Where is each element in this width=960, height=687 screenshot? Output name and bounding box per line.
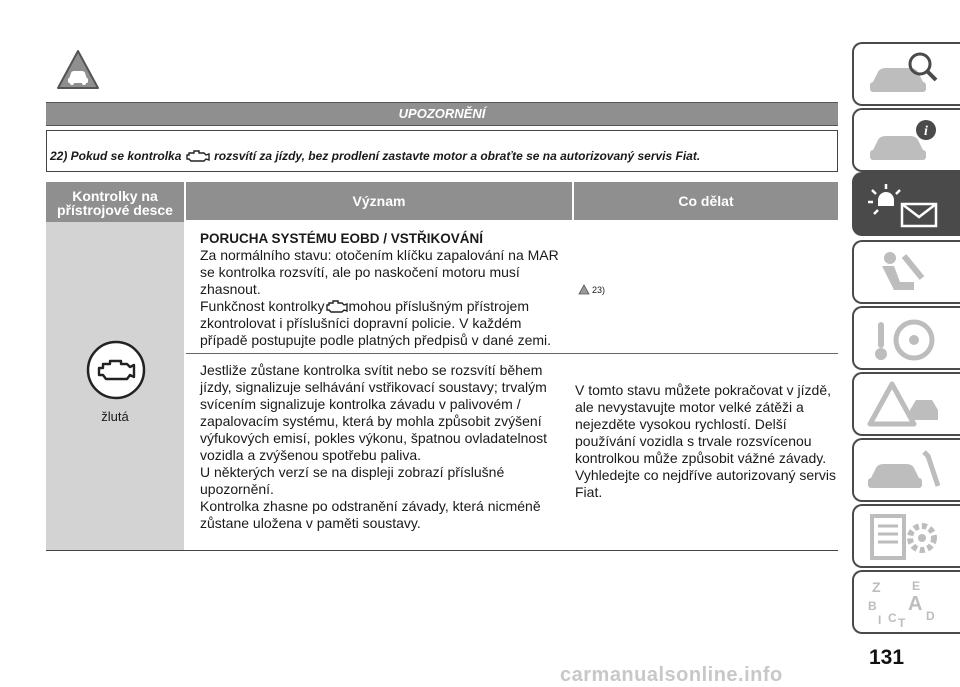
row1-meaning-line2-after: mohou příslušným přístrojem zkontrolovat i příslušníci dopravní policie. V každém případě postupujte podle platných předpisů v dané zemi.	[200, 298, 552, 348]
lamp-color-label: žlutá	[101, 409, 129, 424]
engine-check-lamp-icon	[86, 340, 146, 400]
tab-safety[interactable]	[852, 240, 960, 304]
steering-key-icon	[864, 314, 944, 364]
watermark: carmanualsonline.info	[560, 664, 783, 686]
warning-lights-icon	[864, 180, 944, 230]
row2-action-text: V tomto stavu můžete pokračovat v jízdě, ale nevystavujte motor velké zátěži a nejezděte vysokou rychlostí. Delší používání vozidla s trvale rozsvícenou kontrolkou může způsobit vážné závady. Vyhledejte co nejdříve autorizovaný servis Fiat.	[575, 382, 836, 500]
index-letter-d: D	[926, 609, 935, 623]
index-letter-e: E	[912, 579, 921, 593]
row1-meaning-line1: Za normálního stavu: otočením klíčku zapalování na MAR se kontrolka rozsvítí, ale po naskočení motoru musí zhasnout.	[200, 247, 559, 297]
tab-emergency[interactable]	[852, 372, 960, 436]
airbag-seat-icon	[864, 248, 944, 298]
index-letter-i: I	[878, 613, 882, 627]
index-letter-z: Z	[872, 579, 881, 595]
svg-text:i: i	[924, 124, 928, 139]
tab-starting-driving[interactable]	[852, 306, 960, 370]
row2-meaning	[200, 362, 570, 532]
index-letter-a: A	[908, 593, 923, 615]
row2-meaning-line1: Jestliže zůstane kontrolka svítit nebo se rozsvítí během jízdy, signalizuje selhávání vstřikovací soustavy; trvalým svícením signalizuje kontrolka závadu v palivovém / zapalovacím systému, která by mohla způsobit zvýšení výfukových emisí, pokles výkonu, špatnou ovladatelnost vozidla a zvýšenou spotřebu paliva.	[200, 362, 548, 463]
header-meaning: Význam	[186, 182, 572, 220]
table-bottom-line	[46, 550, 838, 551]
index-letter-b: B	[868, 599, 877, 613]
car-info-icon	[864, 116, 944, 166]
row2-action	[575, 382, 837, 501]
warning-triangle-car-icon	[56, 48, 100, 92]
tab-car-info[interactable]	[852, 108, 960, 172]
warning-text-after: rozsvítí za jízdy, bez prodlení zastavte motor a obraťte se na autorizovaný servis Fiat.	[214, 149, 701, 163]
row-divider	[186, 353, 838, 354]
row1-meaning-line2-before: Funkčnost kontrolky	[200, 298, 325, 314]
tab-maintenance[interactable]	[852, 438, 960, 502]
warning-text-before: 22) Pokud se kontrolka	[50, 149, 182, 163]
index-letter-t: T	[898, 616, 906, 628]
header-action: Co dělat	[574, 182, 838, 220]
warning-triangle-small-icon	[578, 284, 590, 295]
row1-title: PORUCHA SYSTÉMU EOBD / VSTŘIKOVÁNÍ	[200, 231, 484, 246]
row1-action-reference	[578, 284, 605, 295]
car-magnifier-icon	[864, 50, 944, 100]
index-letters-icon	[864, 578, 944, 628]
engine-lamp-inline-icon	[325, 299, 349, 313]
header-dashboard-lamps: Kontrolky na přístrojové desce	[46, 182, 184, 222]
tab-index[interactable]	[852, 570, 960, 634]
warning-text	[50, 149, 700, 163]
index-letter-c: C	[888, 611, 897, 625]
row1-meaning	[200, 247, 572, 349]
tab-get-to-know-car[interactable]	[852, 42, 960, 106]
page-number: 131	[869, 646, 905, 669]
row2-meaning-line2: U některých verzí se na displeji zobrazí příslušné upozornění.	[200, 464, 505, 497]
row2-meaning-line3: Kontrolka zhasne po odstranění závady, která nicméně zůstane uložena v paměti soustavy.	[200, 498, 541, 531]
row1-action-ref-text: 23)	[592, 284, 606, 295]
warning-heading: UPOZORNĚNÍ	[46, 102, 838, 126]
specifications-icon	[864, 512, 944, 562]
tab-warning-lights[interactable]	[852, 172, 960, 236]
tab-specifications[interactable]	[852, 504, 960, 568]
car-service-icon	[864, 446, 944, 496]
roadside-warning-icon	[864, 380, 944, 430]
engine-lamp-icon	[185, 150, 211, 162]
